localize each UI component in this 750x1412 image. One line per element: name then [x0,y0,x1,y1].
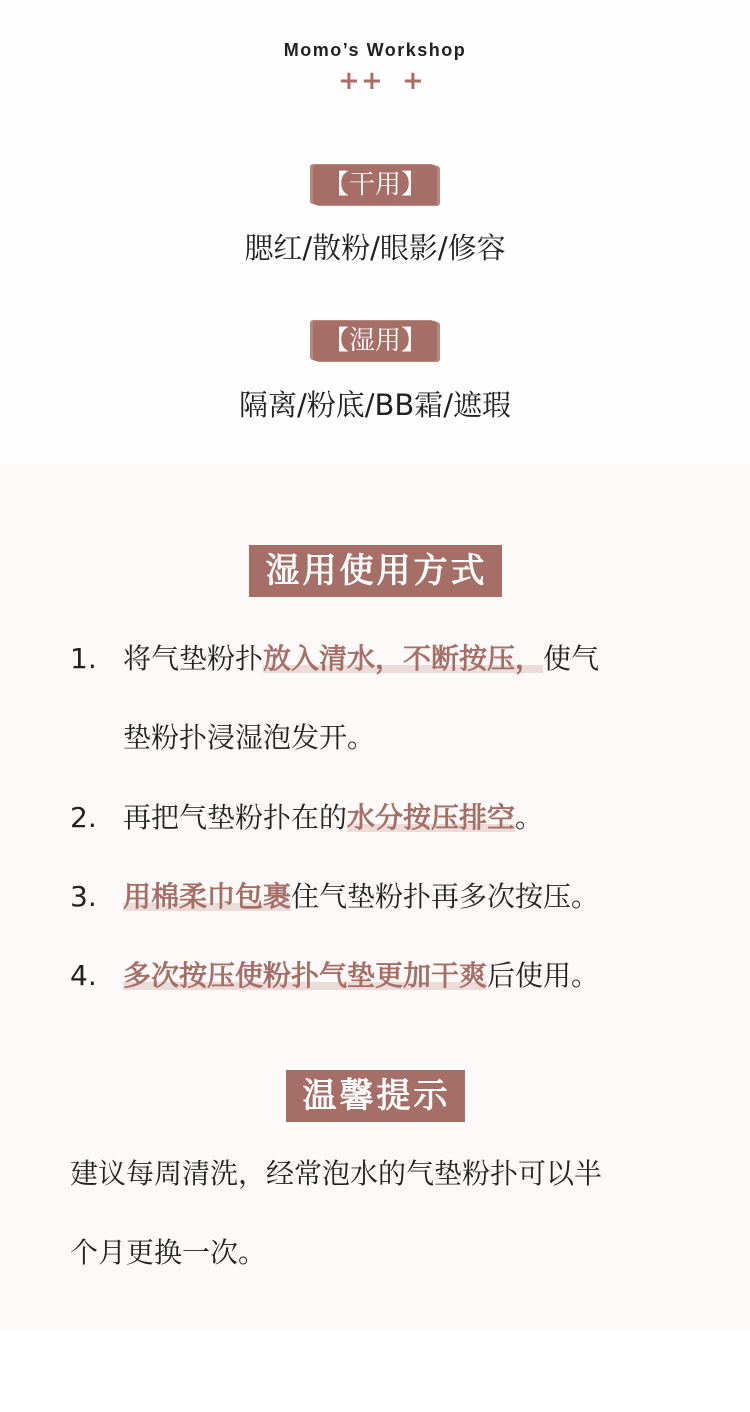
step-text: 使气 [543,642,600,675]
plus-icon: + [402,66,424,96]
tips-text-line: 个月更换一次。 [70,1236,267,1269]
dry-use-tag [0,165,750,205]
step-item [70,877,680,917]
step-item [70,956,680,996]
decorative-plus-marks [0,66,750,96]
wet-use-tag [0,321,750,361]
step-text: 住气垫粉扑再多次按压。 [291,880,600,913]
step-text: 。 [515,801,544,834]
step-highlight: 用棉柔巾包裹 [123,880,292,913]
step-highlight: 水分按压排空 [347,801,516,834]
tips-heading [0,1070,750,1122]
step-continuation: 垫粉扑浸湿泡发开。 [123,721,376,754]
plus-icon: + [338,66,360,96]
usage-panel [0,0,750,465]
tips-text-line: 建议每周清洗，经常泡水的气垫粉扑可以半 [70,1157,603,1190]
wet-use-items: 隔离/粉底/BB霜/遮瑕 [238,388,512,422]
step-item [70,639,680,679]
step-text: 将气垫粉扑 [123,642,264,675]
instructions-panel [0,465,750,1330]
step-text: 后使用。 [487,959,600,992]
step-highlight: 多次按压使粉扑气垫更加干爽 [123,959,488,992]
plus-icon: + [361,66,383,96]
dry-use-label: 【干用】 [313,165,437,205]
wet-use-label: 【湿用】 [313,321,437,361]
step-number: 1. [70,642,97,675]
step-number: 4. [70,959,97,992]
dry-use-items: 腮红/散粉/眼影/修容 [244,231,506,265]
step-item [70,798,680,838]
step-highlight: 放入清水，不断按压， [263,642,544,675]
tips-title: 温馨提示 [286,1070,465,1122]
step-text: 再把气垫粉扑在的 [123,801,348,834]
step-number: 3. [70,880,97,913]
step-number: 2. [70,801,97,834]
brand-title: Momo’s Workshop [283,40,467,60]
method-heading [0,545,750,597]
method-title: 湿用使用方式 [249,545,502,597]
